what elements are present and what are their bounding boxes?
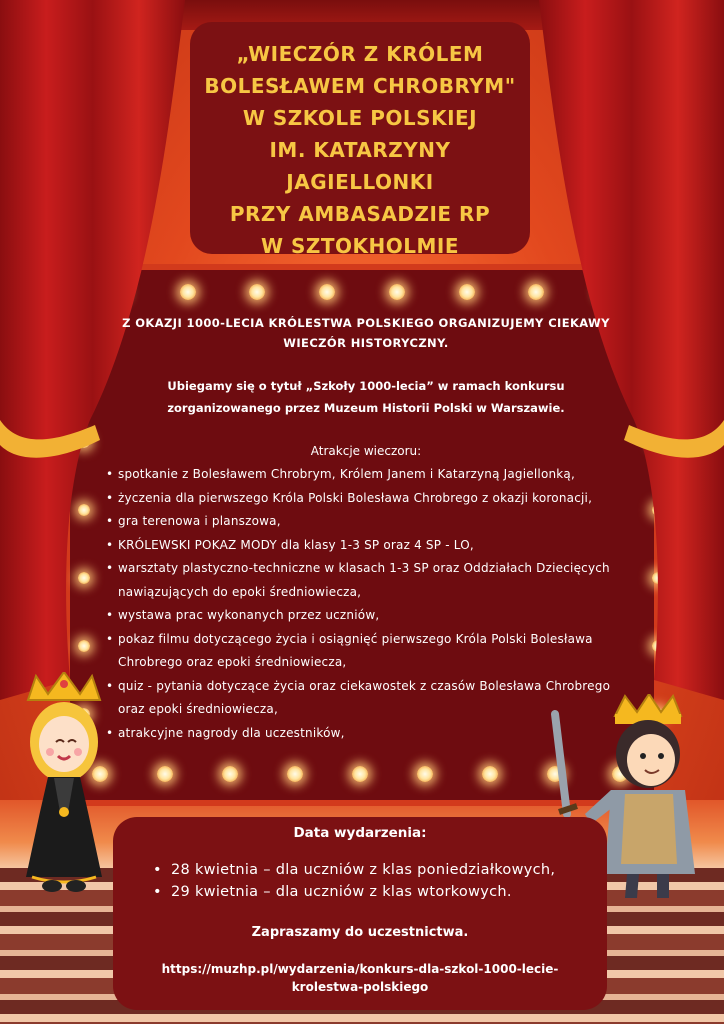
event-description [96,313,636,745]
invitation-text: Zapraszamy do uczestnictwa. [251,925,469,940]
list-item: • quiz - pytania dotyczące życia oraz ciekawostek z czasów Bolesława Chrobrego oraz epoki średniowiecza, [106,675,636,722]
queen-illustration [18,672,110,900]
light-bulb [459,284,475,300]
event-date-box [113,817,607,1010]
list-item: • życzenia dla pierwszego Króla Polski Bolesława Chrobrego z okazji koronacji, [106,487,636,511]
list-item: • 28 kwietnia – dla uczniów z klas poniedziałkowych, [153,859,607,881]
light-bulb [352,766,368,782]
contest-text [96,375,636,419]
attractions-heading: Atrakcje wieczoru: [310,444,422,458]
contest-line: Ubiegamy się o tytuł „Szkoły 1000-lecia” w ramach konkursu [167,379,565,393]
light-bulb [319,284,335,300]
list-item: • 29 kwietnia – dla uczniów z klas wtorkowych. [153,881,607,903]
list-item: • pokaz filmu dotyczącego życia i osiągnięć pierwszego Króla Polski Bolesława Chrobrego oraz epoki średniowiecza, [106,628,636,675]
date-list [113,859,607,903]
list-item: • gra terenowa i planszowa, [106,510,636,534]
intro-text: Z OKAZJI 1000-LECIA KRÓLESTWA POLSKIEGO ORGANIZUJEMY CIEKAWY WIECZÓR HISTORYCZNY. [122,316,610,350]
light-bulb [287,766,303,782]
light-bulb [249,284,265,300]
title-line: W SZTOKHOLMIE [260,234,460,258]
list-item: • warsztaty plastyczno-techniczne w klasach 1-3 SP oraz Oddziałach Dziecięcych nawiązujących do epoki średniowiecza, [106,557,636,604]
light-bulb [389,284,405,300]
title-line: PRZY AMBASADZIE RP [229,202,491,226]
list-item: • wystawa prac wykonanych przez uczniów, [106,604,636,628]
title-line: IM. KATARZYNY JAGIELLONKI [269,138,451,194]
contest-line: zorganizowanego przez Muzeum Historii Polski w Warszawie. [167,401,565,415]
list-item: • KRÓLEWSKI POKAZ MODY dla klasy 1-3 SP oraz 4 SP - LO, [106,534,636,558]
title-line: W SZKOLE POLSKIEJ [242,106,478,130]
list-item: • spotkanie z Bolesławem Chrobrym, Królem Janem i Katarzyną Jagiellonką, [106,463,636,487]
light-bulb [482,766,498,782]
title-box [190,22,530,258]
date-heading: Data wydarzenia: [293,825,427,841]
title-line: BOLESŁAWEM CHROBRYM" [204,74,516,98]
event-link[interactable]: https://muzhp.pl/wydarzenia/konkurs-dla-szkol-1000-lecie-krolestwa-polskiego [161,962,559,994]
light-bulb [222,766,238,782]
light-bulb [417,766,433,782]
title-line: „WIECZÓR Z KRÓLEM [236,42,484,66]
list-item: • atrakcyjne nagrody dla uczestników, [106,722,636,746]
